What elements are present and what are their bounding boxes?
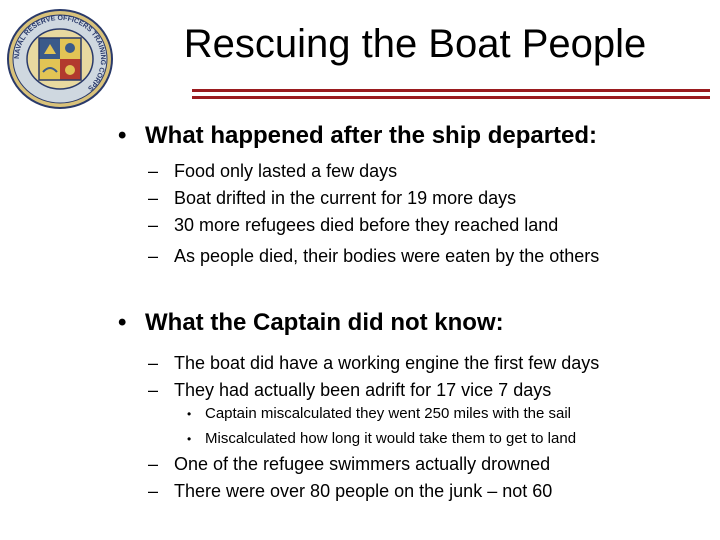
sub-list-item-text: Miscalculated how long it would take them to get to land: [205, 430, 577, 447]
bullet-marker: •: [187, 432, 192, 446]
list-item-text: There were over 80 people on the junk – not 60: [174, 481, 553, 501]
dash-marker: –: [148, 246, 159, 266]
dash-marker: –: [148, 481, 159, 501]
list-item-text: 30 more refugees died before they reached land: [174, 215, 559, 235]
list-item-text: Food only lasted a few days: [174, 161, 398, 181]
title-divider-top: [192, 89, 710, 92]
seal-logo: [6, 8, 114, 110]
list-item-text: As people died, their bodies were eaten by the others: [174, 246, 600, 266]
list-item-text: One of the refugee swimmers actually drowned: [174, 454, 551, 474]
dash-marker: –: [148, 353, 159, 373]
list-item-text: Boat drifted in the current for 19 more days: [174, 188, 517, 208]
slide-title: Rescuing the Boat People: [183, 22, 647, 66]
dash-marker: –: [148, 454, 159, 474]
list-item-text: They had actually been adrift for 17 vice 7 days: [174, 380, 552, 400]
bullet-marker: •: [187, 407, 192, 421]
dash-marker: –: [148, 188, 159, 208]
dash-marker: –: [148, 161, 159, 181]
bullet-marker: •: [118, 309, 127, 336]
dash-marker: –: [148, 380, 159, 400]
dash-marker: –: [148, 215, 159, 235]
section-heading-text: What happened after the ship departed:: [145, 122, 598, 149]
bullet-marker: •: [118, 122, 127, 149]
sub-list-item-text: Captain miscalculated they went 250 miles with the sail: [205, 405, 572, 422]
seal-emblem-icon: [6, 8, 114, 110]
list-item-text: The boat did have a working engine the first few days: [174, 353, 600, 373]
seal-ring-text: NAVAL RESERVE OFFICERS TRAINING CORPS: [13, 14, 107, 92]
title-divider-bottom: [192, 96, 710, 99]
section-heading-text: What the Captain did not know:: [145, 309, 504, 336]
